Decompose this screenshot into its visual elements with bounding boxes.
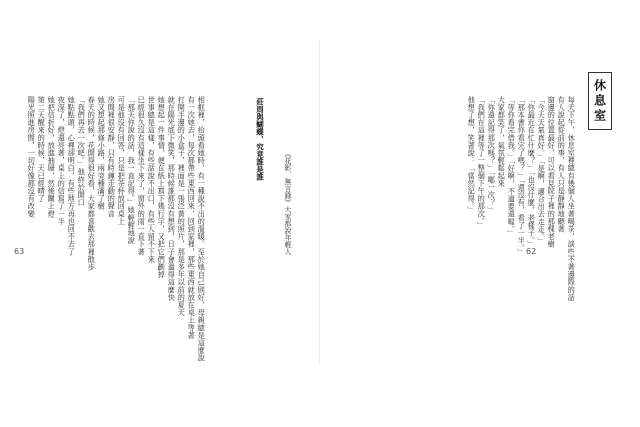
- text-column: 大家都笑了，氣氛輕鬆起來: [497, 96, 507, 188]
- text-column: 陽光照進房間，一切好像都沒有改變: [27, 96, 37, 218]
- text-column: 每天下午，休息室裡總有幾個人坐著喝茶，談些不著邊際的話: [567, 96, 577, 302]
- text-column: 就在陽光底下微笑，那時候誰都沒有想到，日子會過得這麼快: [167, 96, 177, 302]
- text-column: 「等你看完借我。」「好啊，不過要還喔。」: [507, 96, 517, 238]
- text-column: 相框裡，抬頭看她時，有一種說不出的溫暖。至於她自己則好，母親總是這麼說: [197, 96, 207, 362]
- text-column: 第二天醒來的時候，天已經晴了: [37, 96, 47, 203]
- text-column: 可是他沒有回答，只是把茶杯放回桌上: [117, 96, 127, 226]
- text-column: 春天的時候，花開得很好看，大家都喜歡去那裡散步: [87, 96, 97, 271]
- text-column: 她把信折好，放進抽屜，然後關上燈: [47, 96, 57, 218]
- left-page: [12, 38, 312, 368]
- text-column: 「我們在這裡等了一整個下午的那次。」: [477, 96, 487, 230]
- text-column: 房間裡很安靜，只有時鐘走動的聲音: [107, 96, 117, 218]
- quote-line: 《花影．無言錄》大家都說年輕人: [284, 150, 292, 255]
- text-column: 她又想起那條小路，兩旁種滿了樹: [97, 96, 107, 210]
- text-column: 她點點頭，心裡卻明白，有些地方再也回不去了: [67, 96, 77, 256]
- text-column: 「你最近在忙什麼？」「也沒什麼，老樣子。」: [527, 96, 537, 249]
- page-number-right: 62: [526, 247, 537, 256]
- text-column: 有人說起從前的事，有人只是靜靜地聽著: [557, 96, 567, 233]
- page-number-left: 63: [14, 247, 25, 256]
- text-column: 有一次她去，每次都帶些東西回來，回到家裡，那些東西就放在桌上等著: [187, 96, 197, 340]
- text-column: 窗邊的位置最好，可以看見院子裡的那棵老樹: [547, 96, 557, 248]
- text-column: 「我們再去一次吧。」他終於開口: [77, 96, 87, 207]
- text-column: 他想了想，笑著說：「當然記得。」: [467, 96, 477, 214]
- text-column: 她想起一件事情，便在紙上寫下幾行字，又把它們劃掉: [157, 96, 167, 279]
- page-fold: [319, 40, 320, 366]
- right-page: [328, 38, 628, 368]
- section-title: 休息室: [592, 78, 607, 124]
- section-title-box: [588, 72, 612, 130]
- text-column: 「你還記得那次嗎？」「哪一次？」: [487, 96, 497, 214]
- text-column: 打開手邊的小盒子，裡面是一張泛黃的照片，那是多年以前的夏天: [177, 96, 187, 317]
- text-column: 「那本書你看完了嗎？」「還沒有，看了一半。」: [517, 96, 527, 256]
- text-column: 「那天你說的話，我一直記得。」她輕輕地說: [127, 96, 137, 245]
- text-column: 夜深了，燈還亮著，桌上的信寫了一半: [57, 96, 67, 226]
- text-column: 「今天天氣真好。」「是啊，適合出去走走。」: [537, 96, 547, 245]
- subheading: 莊周與蝴蝶，究竟誰是誰: [255, 98, 265, 181]
- text-column: 已經很久沒有這樣坐下來了，窗外的雨一直下著: [137, 96, 147, 256]
- text-column: 世事總是這樣，有些話說不出口，有些人留不下來: [147, 96, 157, 264]
